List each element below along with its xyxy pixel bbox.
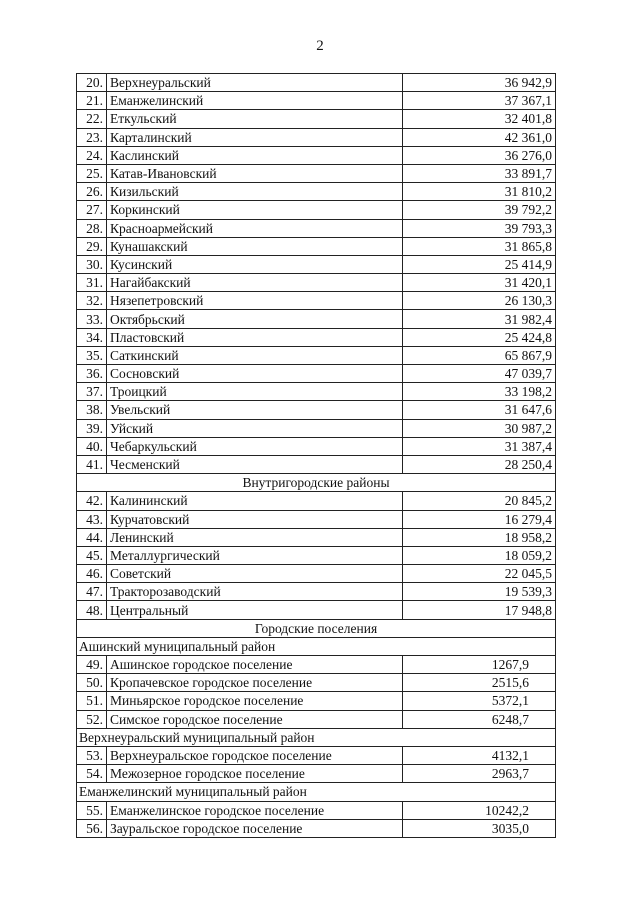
section-header-label: Городские поселения — [77, 619, 556, 637]
row-number: 31. — [77, 274, 107, 292]
row-value: 33 198,2 — [403, 383, 556, 401]
table-row — [77, 419, 556, 437]
row-number: 23. — [77, 128, 107, 146]
row-name: Еткульский — [107, 110, 403, 128]
subsection-header-label: Ашинский муниципальный район — [77, 637, 556, 655]
row-value: 42 361,0 — [403, 128, 556, 146]
row-value: 1267,9 — [403, 656, 556, 674]
row-value: 3035,0 — [403, 819, 556, 837]
row-name: Верхнеуральский — [107, 74, 403, 92]
row-number: 56. — [77, 819, 107, 837]
table-row — [77, 110, 556, 128]
table-row — [77, 510, 556, 528]
row-value: 20 845,2 — [403, 492, 556, 510]
row-name: Нагайбакский — [107, 274, 403, 292]
row-number: 24. — [77, 146, 107, 164]
row-name: Советский — [107, 565, 403, 583]
row-value: 17 948,8 — [403, 601, 556, 619]
row-value: 31 982,4 — [403, 310, 556, 328]
row-number: 51. — [77, 692, 107, 710]
table-row — [77, 656, 556, 674]
table-row — [77, 710, 556, 728]
table-row — [77, 346, 556, 364]
row-name: Еманжелинский — [107, 92, 403, 110]
row-number: 49. — [77, 656, 107, 674]
row-value: 4132,1 — [403, 746, 556, 764]
table-row — [77, 546, 556, 564]
table-row — [77, 601, 556, 619]
row-name: Кунашакский — [107, 237, 403, 255]
row-number: 46. — [77, 565, 107, 583]
row-value: 31 647,6 — [403, 401, 556, 419]
row-number: 40. — [77, 437, 107, 455]
table-row — [77, 274, 556, 292]
row-value: 6248,7 — [403, 710, 556, 728]
row-name: Уйский — [107, 419, 403, 437]
table-row — [77, 146, 556, 164]
table-row — [77, 401, 556, 419]
table-row — [77, 455, 556, 473]
table-row — [77, 819, 556, 837]
allocation-table — [76, 73, 556, 838]
row-value: 25 424,8 — [403, 328, 556, 346]
table-row — [77, 565, 556, 583]
table-row — [77, 292, 556, 310]
row-value: 37 367,1 — [403, 92, 556, 110]
row-number: 30. — [77, 255, 107, 273]
table-row — [77, 92, 556, 110]
row-name: Карталинский — [107, 128, 403, 146]
row-name: Кропачевское городское поселение — [107, 674, 403, 692]
row-name: Еманжелинское городское поселение — [107, 801, 403, 819]
row-value: 16 279,4 — [403, 510, 556, 528]
row-number: 22. — [77, 110, 107, 128]
row-name: Катав-Ивановский — [107, 164, 403, 182]
row-value: 36 276,0 — [403, 146, 556, 164]
table-row — [77, 164, 556, 182]
table-row — [77, 765, 556, 783]
row-value: 31 865,8 — [403, 237, 556, 255]
row-name: Чебаркульский — [107, 437, 403, 455]
row-number: 55. — [77, 801, 107, 819]
row-value: 30 987,2 — [403, 419, 556, 437]
row-number: 28. — [77, 219, 107, 237]
row-name: Октябрьский — [107, 310, 403, 328]
row-name: Каслинский — [107, 146, 403, 164]
row-name: Сосновский — [107, 365, 403, 383]
subsection-header — [77, 637, 556, 655]
row-name: Верхнеуральское городское поселение — [107, 746, 403, 764]
row-number: 32. — [77, 292, 107, 310]
row-value: 33 891,7 — [403, 164, 556, 182]
row-number: 34. — [77, 328, 107, 346]
row-name: Саткинский — [107, 346, 403, 364]
row-number: 38. — [77, 401, 107, 419]
table-row — [77, 383, 556, 401]
row-number: 43. — [77, 510, 107, 528]
row-name: Калининский — [107, 492, 403, 510]
table-row — [77, 528, 556, 546]
row-number: 25. — [77, 164, 107, 182]
row-name: Кизильский — [107, 183, 403, 201]
row-number: 52. — [77, 710, 107, 728]
row-value: 25 414,9 — [403, 255, 556, 273]
subsection-header-label: Еманжелинский муниципальный район — [77, 783, 556, 801]
section-header — [77, 474, 556, 492]
table-row — [77, 255, 556, 273]
row-name: Коркинский — [107, 201, 403, 219]
table-row — [77, 746, 556, 764]
table-row — [77, 237, 556, 255]
row-number: 54. — [77, 765, 107, 783]
table-row — [77, 801, 556, 819]
subsection-header — [77, 783, 556, 801]
row-value: 31 810,2 — [403, 183, 556, 201]
section-header-label: Внутригородские районы — [77, 474, 556, 492]
row-name: Металлургический — [107, 546, 403, 564]
row-value: 18 958,2 — [403, 528, 556, 546]
row-name: Кусинский — [107, 255, 403, 273]
row-value: 2963,7 — [403, 765, 556, 783]
row-name: Пластовский — [107, 328, 403, 346]
row-name: Тракторозаводский — [107, 583, 403, 601]
row-value: 39 792,2 — [403, 201, 556, 219]
subsection-header-label: Верхнеуральский муниципальный район — [77, 728, 556, 746]
row-number: 53. — [77, 746, 107, 764]
row-name: Ленинский — [107, 528, 403, 546]
row-name: Увельский — [107, 401, 403, 419]
row-value: 65 867,9 — [403, 346, 556, 364]
section-header — [77, 619, 556, 637]
row-value: 39 793,3 — [403, 219, 556, 237]
row-name: Миньярское городское поселение — [107, 692, 403, 710]
table-row — [77, 128, 556, 146]
row-value: 31 420,1 — [403, 274, 556, 292]
table-row — [77, 674, 556, 692]
subsection-header — [77, 728, 556, 746]
table-row — [77, 492, 556, 510]
row-name: Центральный — [107, 601, 403, 619]
row-number: 45. — [77, 546, 107, 564]
row-number: 47. — [77, 583, 107, 601]
row-number: 44. — [77, 528, 107, 546]
row-value: 5372,1 — [403, 692, 556, 710]
row-value: 47 039,7 — [403, 365, 556, 383]
row-number: 48. — [77, 601, 107, 619]
table-row — [77, 328, 556, 346]
row-value: 31 387,4 — [403, 437, 556, 455]
row-name: Чесменский — [107, 455, 403, 473]
table-row — [77, 583, 556, 601]
row-number: 33. — [77, 310, 107, 328]
row-name: Зауральское городское поселение — [107, 819, 403, 837]
row-number: 37. — [77, 383, 107, 401]
row-value: 36 942,9 — [403, 74, 556, 92]
row-name: Курчатовский — [107, 510, 403, 528]
row-number: 27. — [77, 201, 107, 219]
table-row — [77, 437, 556, 455]
row-name: Ашинское городское поселение — [107, 656, 403, 674]
row-number: 42. — [77, 492, 107, 510]
row-name: Симское городское поселение — [107, 710, 403, 728]
row-value: 2515,6 — [403, 674, 556, 692]
row-value: 22 045,5 — [403, 565, 556, 583]
row-name: Нязепетровский — [107, 292, 403, 310]
row-number: 50. — [77, 674, 107, 692]
table-row — [77, 201, 556, 219]
table-row — [77, 365, 556, 383]
row-number: 26. — [77, 183, 107, 201]
row-value: 18 059,2 — [403, 546, 556, 564]
row-value: 32 401,8 — [403, 110, 556, 128]
table-row — [77, 310, 556, 328]
row-value: 26 130,3 — [403, 292, 556, 310]
table-row — [77, 183, 556, 201]
row-value: 28 250,4 — [403, 455, 556, 473]
row-number: 20. — [77, 74, 107, 92]
row-name: Межозерное городское поселение — [107, 765, 403, 783]
row-value: 19 539,3 — [403, 583, 556, 601]
table-row — [77, 692, 556, 710]
table-row — [77, 74, 556, 92]
row-number: 36. — [77, 365, 107, 383]
row-value: 10242,2 — [403, 801, 556, 819]
row-number: 29. — [77, 237, 107, 255]
row-number: 21. — [77, 92, 107, 110]
row-number: 39. — [77, 419, 107, 437]
row-name: Троицкий — [107, 383, 403, 401]
row-name: Красноармейский — [107, 219, 403, 237]
row-number: 41. — [77, 455, 107, 473]
row-number: 35. — [77, 346, 107, 364]
page-number: 2 — [316, 38, 324, 54]
table-row — [77, 219, 556, 237]
